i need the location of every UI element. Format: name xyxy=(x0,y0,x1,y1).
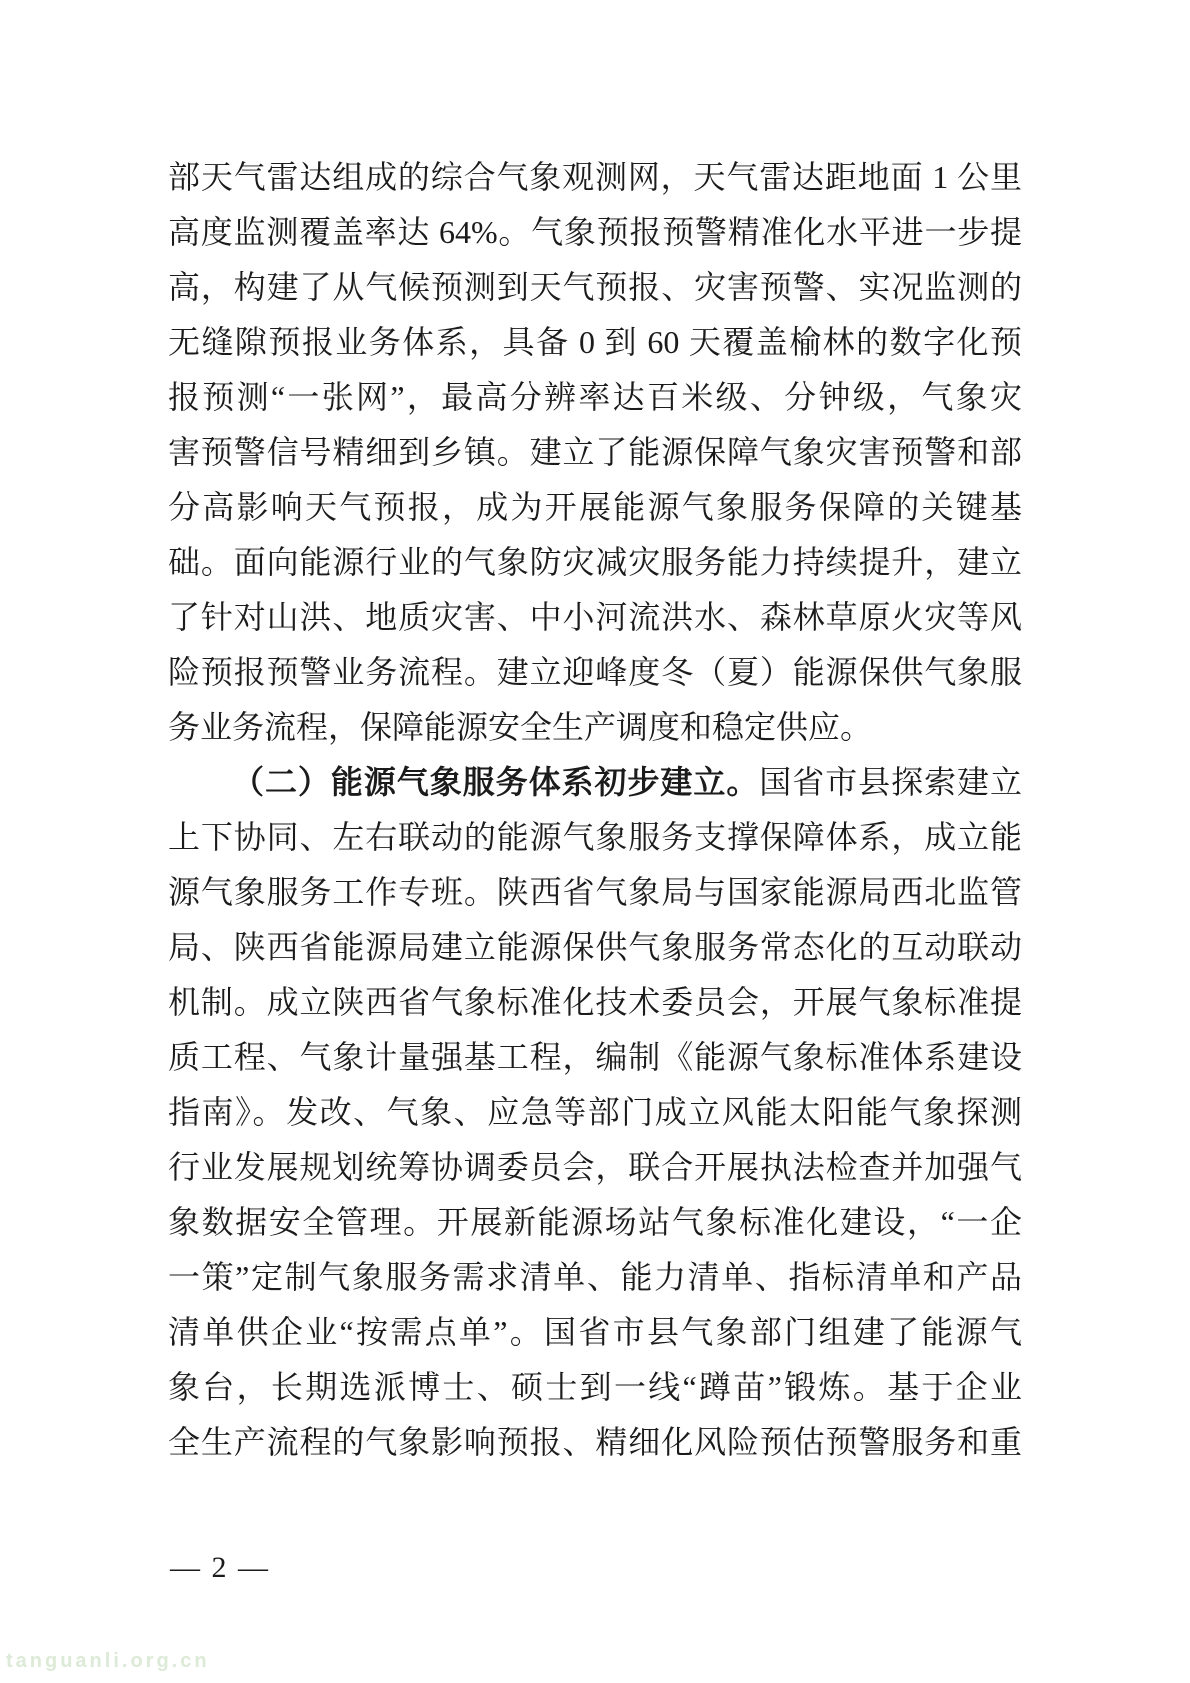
body-text: 了针对山洪、地质灾害、中小河流洪水、森林草原火灾等风 xyxy=(168,599,1022,635)
text-line xyxy=(168,645,1022,700)
body-text: 高，构建了从气候预测到天气预报、灾害预警、实况监测的 xyxy=(168,269,1022,305)
section-heading: （二）能源气象服务体系初步建立。 xyxy=(232,764,760,800)
text-line xyxy=(168,920,1022,975)
text-line xyxy=(168,1195,1022,1250)
text-line xyxy=(168,975,1022,1030)
body-text: 象数据安全管理。开展新能源场站气象标准化建设，“一企 xyxy=(168,1204,1022,1240)
body-text: 础。面向能源行业的气象防灾减灾服务能力持续提升，建立 xyxy=(168,544,1022,580)
body-text: 局、陕西省能源局建立能源保供气象服务常态化的互动联动 xyxy=(168,929,1022,965)
text-line xyxy=(168,1250,1022,1305)
body-text: 上下协同、左右联动的能源气象服务支撑保障体系，成立能 xyxy=(168,819,1022,855)
body-text: 机制。成立陕西省气象标准化技术委员会，开展气象标准提 xyxy=(168,984,1022,1020)
text-line xyxy=(168,535,1022,590)
text-line xyxy=(168,1140,1022,1195)
body-text: 源气象服务工作专班。陕西省气象局与国家能源局西北监管 xyxy=(168,874,1022,910)
text-line xyxy=(168,590,1022,645)
body-text: 务业务流程，保障能源安全生产调度和稳定供应。 xyxy=(168,709,873,745)
text-line xyxy=(168,480,1022,535)
text-line xyxy=(168,755,1022,810)
body-text: 分高影响天气预报，成为开展能源气象服务保障的关键基 xyxy=(168,489,1022,525)
text-line xyxy=(168,865,1022,920)
watermark: tanguanli.org.cn xyxy=(6,1650,210,1672)
body-text: 部天气雷达组成的综合气象观测网，天气雷达距地面 1 公里 xyxy=(168,159,1022,195)
text-line xyxy=(168,1415,1022,1470)
body-text: 国省市县探索建立 xyxy=(759,764,1022,800)
body-text: 报预测“一张网”，最高分辨率达百米级、分钟级，气象灾 xyxy=(168,379,1022,415)
body-text: 清单供企业“按需点单”。国省市县气象部门组建了能源气 xyxy=(168,1314,1022,1350)
body-text: 无缝隙预报业务体系，具备 0 到 60 天覆盖榆林的数字化预 xyxy=(168,324,1022,360)
text-line xyxy=(168,425,1022,480)
text-line xyxy=(168,810,1022,865)
text-line xyxy=(168,150,1022,205)
body-text: 害预警信号精细到乡镇。建立了能源保障气象灾害预警和部 xyxy=(168,434,1022,470)
document-lines xyxy=(168,150,1022,1470)
text-line xyxy=(168,1030,1022,1085)
text-line xyxy=(168,370,1022,425)
text-line xyxy=(168,205,1022,260)
body-text: 指南》。发改、气象、应急等部门成立风能太阳能气象探测 xyxy=(168,1094,1022,1130)
body-text: 险预报预警业务流程。建立迎峰度冬（夏）能源保供气象服 xyxy=(168,654,1022,690)
page-number: — 2 — xyxy=(170,1551,270,1584)
text-line xyxy=(168,315,1022,370)
body-text: 质工程、气象计量强基工程，编制《能源气象标准体系建设 xyxy=(168,1039,1022,1075)
body-text: 全生产流程的气象影响预报、精细化风险预估预警服务和重 xyxy=(168,1424,1022,1460)
text-line xyxy=(168,260,1022,315)
text-line xyxy=(168,1305,1022,1360)
body-text: 行业发展规划统筹协调委员会，联合开展执法检查并加强气 xyxy=(168,1149,1022,1185)
text-line xyxy=(168,1085,1022,1140)
body-text: 高度监测覆盖率达 64%。气象预报预警精准化水平进一步提 xyxy=(168,214,1022,250)
body-text: 一策”定制气象服务需求清单、能力清单、指标清单和产品 xyxy=(168,1259,1022,1295)
text-line xyxy=(168,1360,1022,1415)
text-line xyxy=(168,700,1022,755)
body-text: 象台，长期选派博士、硕士到一线“蹲苗”锻炼。基于企业 xyxy=(168,1369,1022,1405)
